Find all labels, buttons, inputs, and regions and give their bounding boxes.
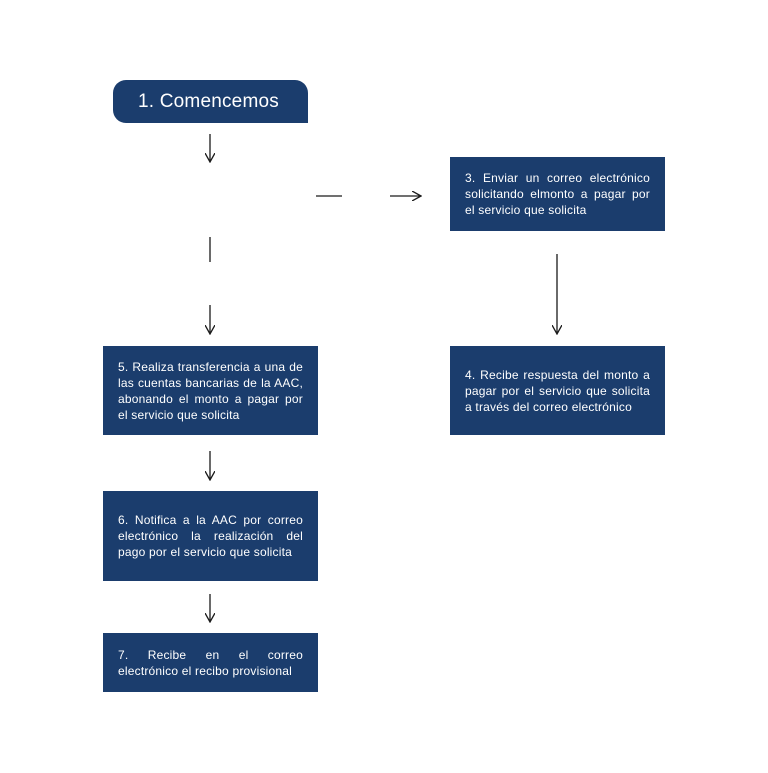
step5-box: [103, 346, 318, 435]
step7-text: 7. Recibe en el correo electrónico el recibo provisional: [118, 647, 303, 678]
branch-yes-label: Si: [201, 272, 218, 293]
step3-text: 3. Enviar un correo electrónico solicitando elmonto a pagar por el servicio que solicita: [465, 171, 650, 217]
branch-no-label: No: [352, 184, 377, 205]
step4-text: 4. Recibe respuesta del monto a pagar por el servicio que solicita a través del correo electrónico: [465, 367, 650, 414]
start-label: 1. Comencemos: [138, 90, 279, 112]
step6-text: 6. Notifica a la AAC por correo electrónico la realización del pago por el servicio que solicita: [118, 513, 303, 559]
step7-box: [103, 633, 318, 692]
step3-box: [450, 157, 665, 231]
step4-box: [450, 346, 665, 435]
step6-box: [103, 491, 318, 581]
start-box: [113, 80, 308, 123]
step5-text: 5. Realiza transferencia a una de las cuentas bancarias de la AAC, abonando el monto a pagar por el servicio que solicita: [118, 359, 303, 422]
decision-label: 2. ¿Conozco el monto a pagar?: [135, 172, 284, 205]
